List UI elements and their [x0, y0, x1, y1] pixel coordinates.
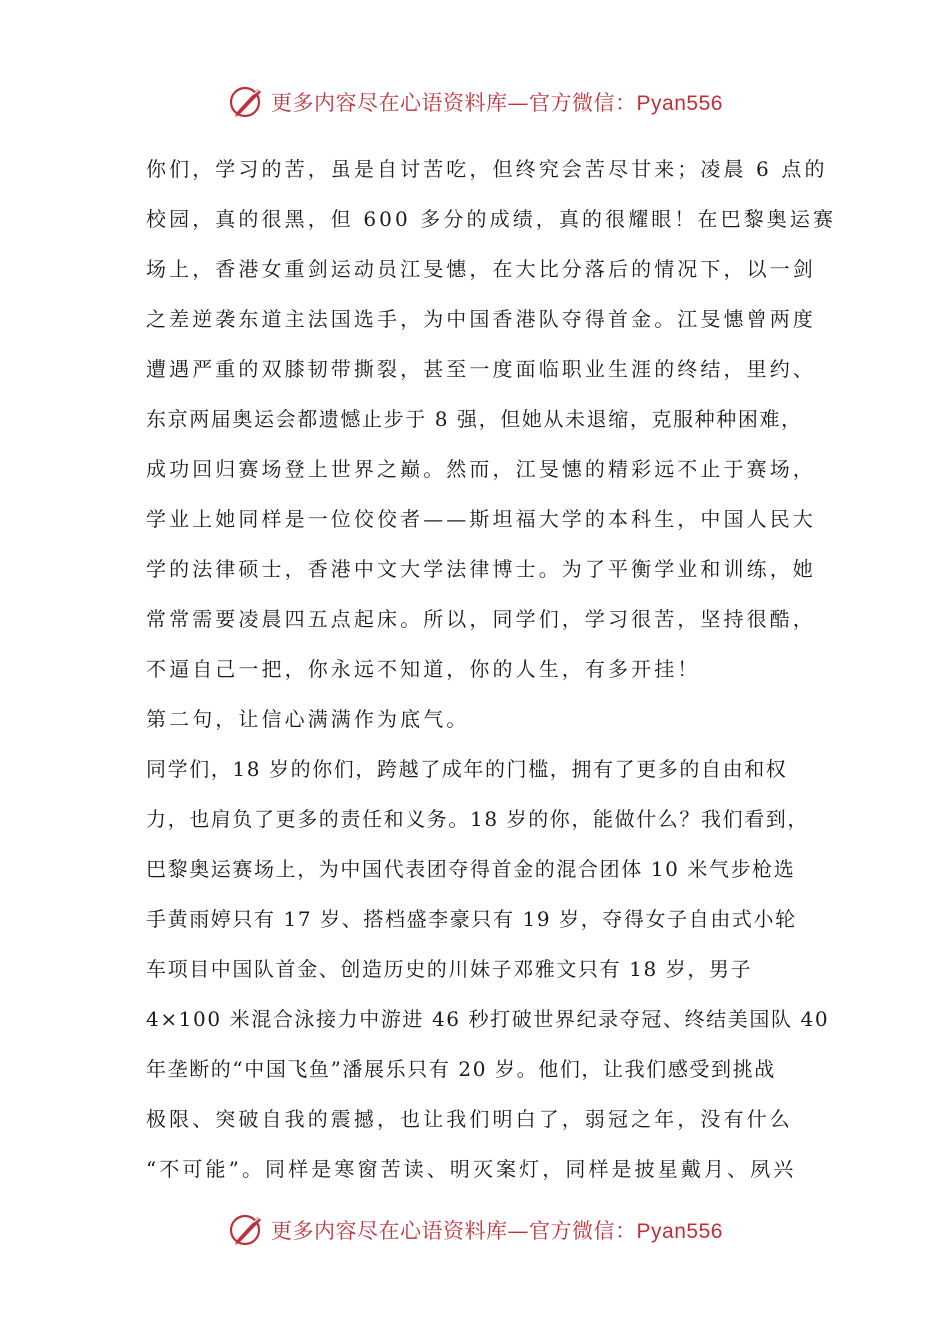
text-line: 场上，香港女重剑运动员江旻憓，在大比分落后的情况下，以一剑	[146, 257, 816, 281]
text-line: 遭遇严重的双膝韧带撕裂，甚至一度面临职业生涯的终结，里约、	[146, 357, 816, 381]
text-line: 4×100 米混合泳接力中游进 46 秒打破世界纪录夺冠、终结美国队 40	[146, 1007, 830, 1031]
header-banner-text	[271, 87, 723, 117]
quill-logo-icon	[227, 82, 267, 122]
footer-banner-wechat-id: Pyan556	[636, 1220, 723, 1243]
text-line: 车项目中国队首金、创造历史的川妹子邓雅文只有 18 岁，男子	[146, 957, 753, 981]
document-body	[146, 144, 837, 1194]
text-line: 巴黎奥运赛场上，为中国代表团夺得首金的混合团体 10 米气步枪选	[146, 857, 796, 881]
quill-logo-icon	[227, 1210, 267, 1250]
text-line: 不逼自己一把，你永远不知道，你的人生，有多开挂！	[146, 657, 701, 681]
text-line: 同学们，18 岁的你们，跨越了成年的门槛，拥有了更多的自由和权	[146, 757, 788, 781]
footer-banner-text	[271, 1215, 723, 1245]
footer-banner-suffix: 官方微信：	[529, 1219, 637, 1243]
text-line: 年垄断的“中国飞鱼”潘展乐只有 20 岁。他们，让我们感受到挑战	[146, 1057, 776, 1081]
footer-banner	[0, 1208, 950, 1252]
text-line: 之差逆袭东道主法国选手，为中国香港队夺得首金。江旻憓曾两度	[146, 307, 816, 331]
text-line: 学的法律硕士，香港中文大学法律博士。为了平衡学业和训练，她	[146, 557, 816, 581]
footer-banner-main: 更多内容尽在心语资料库	[271, 1219, 508, 1243]
text-line: 极限、突破自我的震撼，也让我们明白了，弱冠之年，没有什么	[146, 1107, 793, 1131]
text-line: 东京两届奥运会都遗憾止步于 8 强，但她从未退缩，克服种种困难，	[146, 407, 803, 431]
header-banner-wechat-id: Pyan556	[636, 92, 723, 115]
text-line: 你们，学习的苦，虽是自讨苦吃，但终究会苦尽甘来；凌晨 6 点的	[146, 157, 828, 181]
footer-banner-separator: —	[507, 1219, 530, 1243]
text-line: 学业上她同样是一位佼佼者——斯坦福大学的本科生，中国人民大	[146, 507, 816, 531]
text-line: “不可能”。同样是寒窗苦读、明灭案灯，同样是披星戴月、夙兴	[146, 1157, 797, 1181]
header-banner-main: 更多内容尽在心语资料库	[271, 91, 508, 115]
text-line: 力，也肩负了更多的责任和义务。18 岁的你，能做什么？我们看到，	[146, 807, 810, 831]
text-line: 手黄雨婷只有 17 岁、搭档盛李豪只有 19 岁，夺得女子自由式小轮	[146, 907, 797, 931]
section-heading: 第二句，让信心满满作为底气。	[146, 707, 470, 731]
header-banner	[0, 80, 950, 124]
text-line: 常常需要凌晨四五点起床。所以，同学们，学习很苦，坚持很酷，	[146, 607, 816, 631]
text-line: 校园，真的很黑，但 600 多分的成绩，真的很耀眼！在巴黎奥运赛	[146, 207, 837, 231]
text-line: 成功回归赛场登上世界之巅。然而，江旻憓的精彩远不止于赛场，	[146, 457, 816, 481]
header-banner-separator: —	[507, 91, 530, 115]
header-banner-suffix: 官方微信：	[529, 91, 637, 115]
